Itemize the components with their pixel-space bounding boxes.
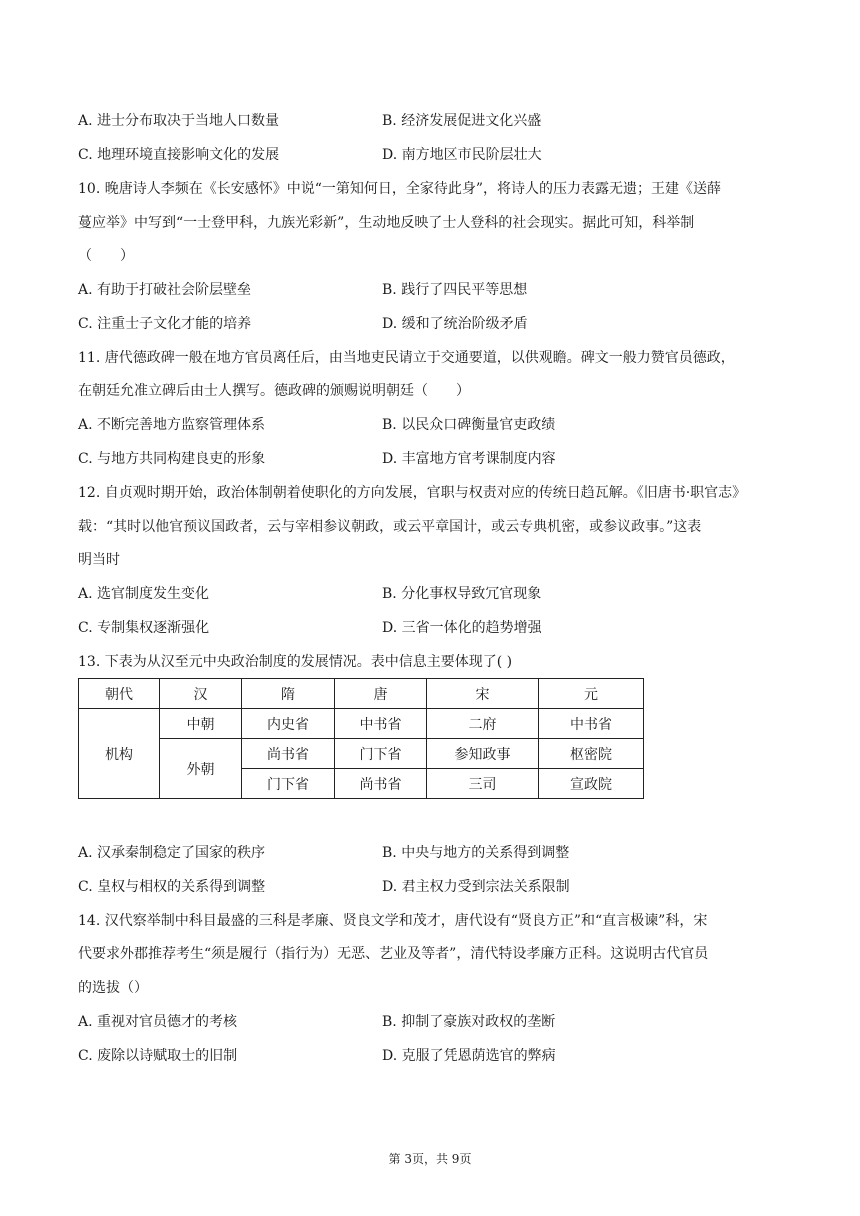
q13-option-b: B. 中央与地方的关系得到调整 — [382, 845, 570, 861]
q14-option-d: D. 克服了凭恩荫选官的弊病 — [382, 1048, 556, 1064]
table-cell: 宣政院 — [539, 769, 644, 799]
q12-option-c: C. 专制集权逐渐强化 — [78, 620, 210, 636]
table-header-cell: 唐 — [335, 679, 427, 709]
page-footer: 第 3页，共 9页 — [388, 1152, 472, 1166]
q10-option-a: A. 有助于打破社会阶层壁垒 — [78, 282, 252, 298]
table-header-row — [79, 679, 644, 709]
q10-stem-line1: 10. 晚唐诗人李频在《长安感怀》中说“一第知何日，全家待此身”，将诗人的压力表露无遗；王建《送薛 — [78, 181, 722, 197]
table-row — [79, 739, 644, 769]
table-cell: 枢密院 — [539, 739, 644, 769]
q12-stem-line3: 明当时 — [78, 552, 120, 568]
q12-option-b: B. 分化事权导致冗官现象 — [382, 586, 542, 602]
q12-option-a: A. 选官制度发生变化 — [78, 586, 210, 602]
q9-option-a: A. 进士分布取决于当地人口数量 — [78, 113, 280, 129]
table-row — [79, 709, 644, 739]
table-header-cell: 汉 — [160, 679, 242, 709]
table-cell: 门下省 — [335, 739, 427, 769]
q14-stem-line1: 14. 汉代察举制中科目最盛的三科是孝廉、贤良文学和茂才，唐代设有“贤良方正”和“直言极谏”科，宋 — [78, 913, 708, 929]
q10-option-b: B. 践行了四民平等思想 — [382, 282, 528, 298]
q13-option-c: C. 皇权与相权的关系得到调整 — [78, 879, 266, 895]
table-cell: 尚书省 — [242, 739, 335, 769]
q9-option-c: C. 地理环境直接影响文化的发展 — [78, 147, 280, 163]
q10-option-c: C. 注重士子文化才能的培养 — [78, 316, 252, 332]
table-cell: 内史省 — [242, 709, 335, 739]
q13-option-d: D. 君主权力受到宗法关系限制 — [382, 879, 570, 895]
table-cell: 门下省 — [242, 769, 335, 799]
q11-option-a: A. 不断完善地方监察管理体系 — [78, 417, 266, 433]
q10-stem-line3: （ ） — [78, 248, 134, 264]
sub-label-zhongchao: 中朝 — [160, 709, 242, 739]
table-cell: 三司 — [427, 769, 539, 799]
q9-option-b: B. 经济发展促进文化兴盛 — [382, 113, 542, 129]
q14-stem-line3: 的选拔（） — [78, 980, 148, 996]
q11-stem-line1: 11. 唐代德政碑一般在地方官员离任后，由当地吏民请立于交通要道，以供观瞻。碑文一般力赞官员德政， — [78, 350, 735, 366]
table-cell: 尚书省 — [335, 769, 427, 799]
table-header-cell: 隋 — [242, 679, 335, 709]
table-cell: 中书省 — [335, 709, 427, 739]
q10-option-d: D. 缓和了统治阶级矛盾 — [382, 316, 528, 332]
table-cell: 中书省 — [539, 709, 644, 739]
q11-stem-line2: 在朝廷允准立碑后由士人撰写。德政碑的颁赐说明朝廷（ ） — [78, 383, 470, 399]
table-header-cell: 朝代 — [79, 679, 160, 709]
q12-option-d: D. 三省一体化的趋势增强 — [382, 620, 542, 636]
dynasty-institution-table — [78, 678, 644, 799]
q13-stem-line1: 13. 下表为从汉至元中央政治制度的发展情况。表中信息主要体现了( ) — [78, 654, 513, 670]
q13-option-a: A. 汉承秦制稳定了国家的秩序 — [78, 845, 266, 861]
q10-stem-line2: 蔓应举》中写到“一士登甲科，九族光彩新”，生动地反映了士人登科的社会现实。据此可知，科举制 — [78, 215, 695, 231]
q14-option-b: B. 抑制了豪族对政权的垄断 — [382, 1014, 556, 1030]
q9-option-d: D. 南方地区市民阶层壮大 — [382, 147, 542, 163]
q12-stem-line2: 载：“其时以他官预议国政者，云与宰相参议朝政，或云平章国计，或云专典机密，或参议政事。”这表 — [78, 519, 702, 535]
table-cell: 参知政事 — [427, 739, 539, 769]
q12-stem-line1: 12. 自贞观时期开始，政治体制朝着使职化的方向发展，官职与权责对应的传统日趋瓦解。《旧唐书·职官志》 — [78, 485, 747, 501]
q11-option-b: B. 以民众口碑衡量官吏政绩 — [382, 417, 556, 433]
q11-option-c: C. 与地方共同构建良吏的形象 — [78, 451, 266, 467]
table-cell: 二府 — [427, 709, 539, 739]
q11-option-d: D. 丰富地方官考课制度内容 — [382, 451, 556, 467]
q14-option-a: A. 重视对官员德才的考核 — [78, 1014, 238, 1030]
table-header-cell: 元 — [539, 679, 644, 709]
q14-option-c: C. 废除以诗赋取士的旧制 — [78, 1048, 238, 1064]
sub-label-waichao: 外朝 — [160, 739, 242, 799]
table-header-cell: 宋 — [427, 679, 539, 709]
q14-stem-line2: 代要求外郡推荐考生“须是履行（指行为）无恶、艺业及等者”，清代特设孝廉方正科。这说明古代官员 — [78, 946, 709, 962]
row-label-jigou: 机构 — [79, 709, 160, 799]
